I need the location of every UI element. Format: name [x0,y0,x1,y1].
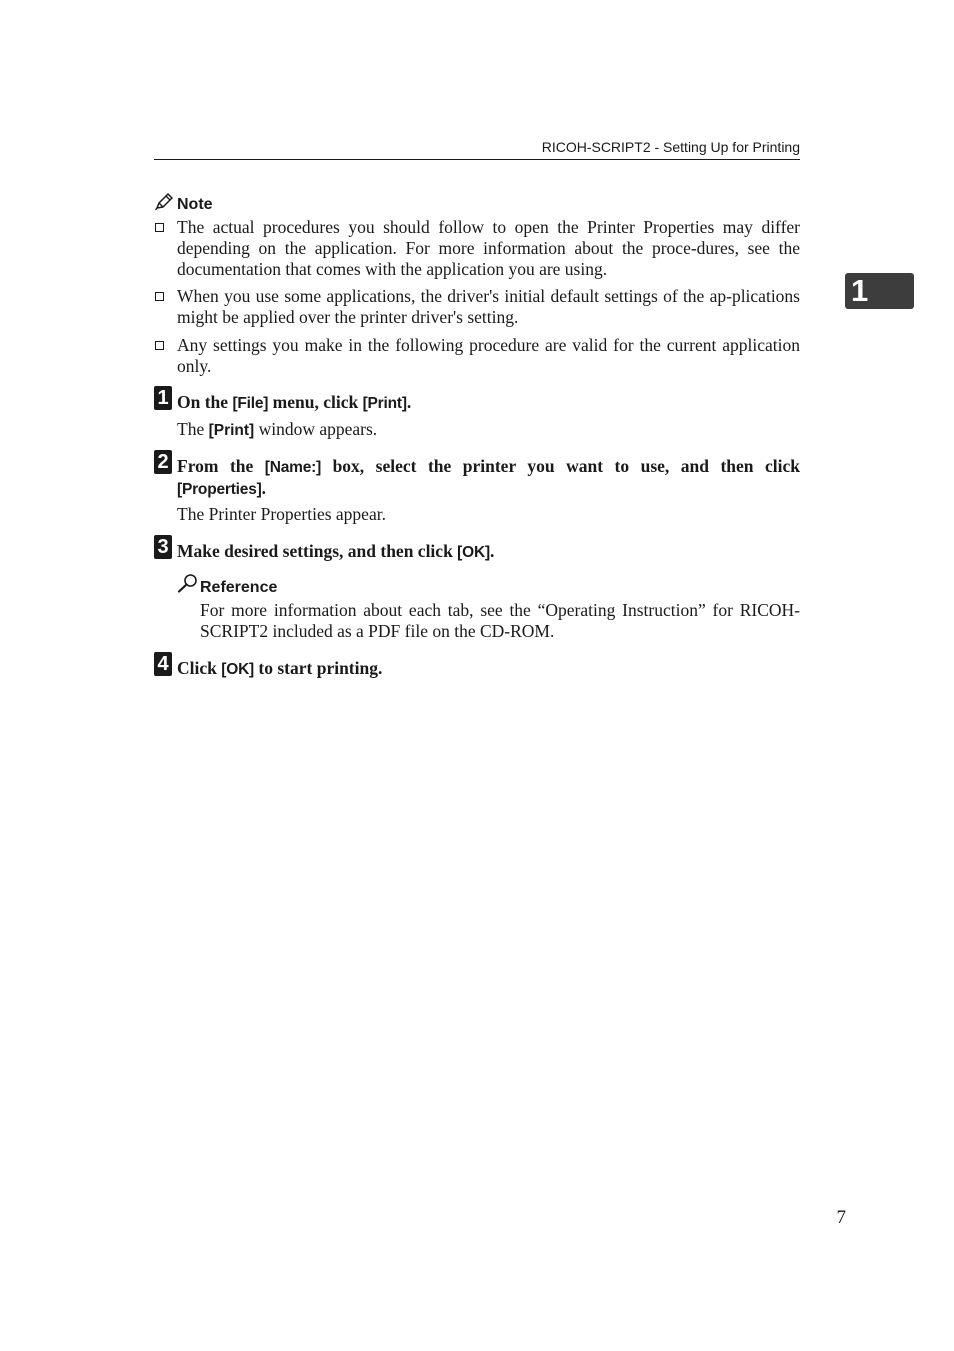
step-number-2: 2 [154,450,172,474]
step-4-instruction: Click [OK] to start printing. [177,658,383,678]
step-number-1: 1 [154,386,172,410]
step-1-instruction: On the [File] menu, click [Print]. [177,392,412,412]
bullet-box [155,223,164,232]
chapter-tab [845,273,914,309]
step-3-instruction: Make desired settings, and then click [OK]. [177,541,495,561]
step-1-result: The [Print] window appears. [177,419,378,439]
bullet-box [155,341,164,350]
step-2-result: The Printer Properties appear. [177,504,386,524]
step-2-instruction: From the [Name:] box, select the printer you want to use, and then click [Properties]. [177,456,800,498]
print-command-label: [Print] [362,395,407,412]
print-window-label: [Print] [208,422,255,439]
magnifier-icon [177,573,199,593]
properties-button-label: [Properties] [177,481,262,498]
running-header: RICOH-SCRIPT2 - Setting Up for Printing [541,139,800,155]
note-heading: Note [177,196,213,213]
file-menu-label: [File] [232,395,269,412]
step-number-3: 3 [154,535,172,559]
chapter-number: 1 [851,273,869,308]
note-item-3: Any settings you make in the following procedure are valid for the current application only. [177,335,800,376]
reference-text: For more information about each tab, see the “Operating Instruction” for RICOH-SCRIPT2 included as a PDF file on the CD-ROM. [200,600,800,641]
note-item-2: When you use some applications, the driver's initial default settings of the ap-plications might be applied over the printer driver's setting. [177,286,800,327]
ok-button-label: [OK] [457,544,490,561]
bullet-box [155,292,164,301]
page-number: 7 [836,1207,846,1228]
name-box-label: [Name:] [264,459,322,476]
step-number-4: 4 [154,652,172,676]
reference-heading: Reference [200,579,278,596]
ok-button-label: [OK] [221,661,255,678]
pencil-icon [154,193,174,211]
note-item-1: The actual procedures you should follow to open the Printer Properties may differ depending on the application. For more information about the proce-dures, see the documentation that comes with the application you are using. [177,217,800,279]
header-rule [154,159,800,160]
